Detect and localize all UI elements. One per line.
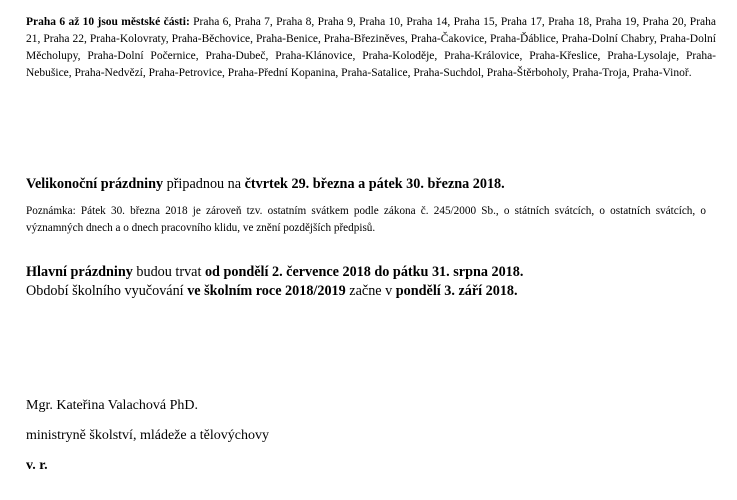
school-year-c: začne v — [345, 283, 396, 299]
summer-dates: od pondělí 2. července 2018 do pátku 31. srpna 2018. — [204, 264, 524, 280]
summer-holidays-paragraph — [26, 263, 523, 301]
districts-lead: Praha 6 až 10 jsou městské části: — [26, 16, 190, 28]
school-year-b: ve školním roce 2018/2019 — [187, 283, 346, 299]
summer-mid: budou trvat — [132, 264, 205, 280]
school-year-a: Období školního vyučování — [26, 283, 188, 299]
signature-vr: v. r. — [26, 458, 48, 473]
signature-name: Mgr. Kateřina Valachová PhD. — [26, 398, 198, 413]
districts-paragraph — [26, 14, 716, 82]
signature-role: ministryně školství, mládeže a tělovýchovy — [26, 428, 270, 443]
school-year-start-line — [26, 282, 523, 301]
easter-mid: připadnou na — [163, 176, 245, 192]
summer-term: Hlavní prázdniny — [26, 264, 133, 280]
easter-dates: čtvrtek 29. března a pátek 30. března 2018. — [244, 176, 505, 192]
school-year-d: pondělí 3. září 2018. — [395, 283, 518, 299]
easter-term: Velikonoční prázdniny — [26, 176, 164, 192]
easter-note: Poznámka: Pátek 30. března 2018 je zároveň tzv. ostatním svátkem podle zákona č. 245/2000 Sb., o státních svátcích, o ostatních svátcích, o významných dnech a o dnech pracovního klidu, ve znění pozdějších předpisů. — [26, 205, 706, 234]
districts-list: Praha 6, Praha 7, Praha 8, Praha 9, Praha 10, Praha 14, Praha 15, Praha 17, Praha 18, Praha 19, Praha 20, Praha 21, Praha 22, Praha-Kolovraty, Praha-Běchovice, Praha-Benice, Praha-Březiněves, Praha-Čakovice, Praha-Ďáblice, Praha-Dolní Chabry, Praha-Dolní Měcholupy, Praha-Dolní Počernice, Praha-Dubeč, Praha-Klánovice, Praha-Koloděje, Praha-Královice, Praha-Křeslice, Praha-Lysolaje, Praha-Nebušice, Praha-Nedvězí, Praha-Petrovice, Praha-Přední Kopanina, Praha-Satalice, Praha-Suchdol, Praha-Štěrboholy, Praha-Troja, Praha-Vinoř. — [26, 16, 716, 79]
easter-holidays-line — [26, 175, 505, 193]
